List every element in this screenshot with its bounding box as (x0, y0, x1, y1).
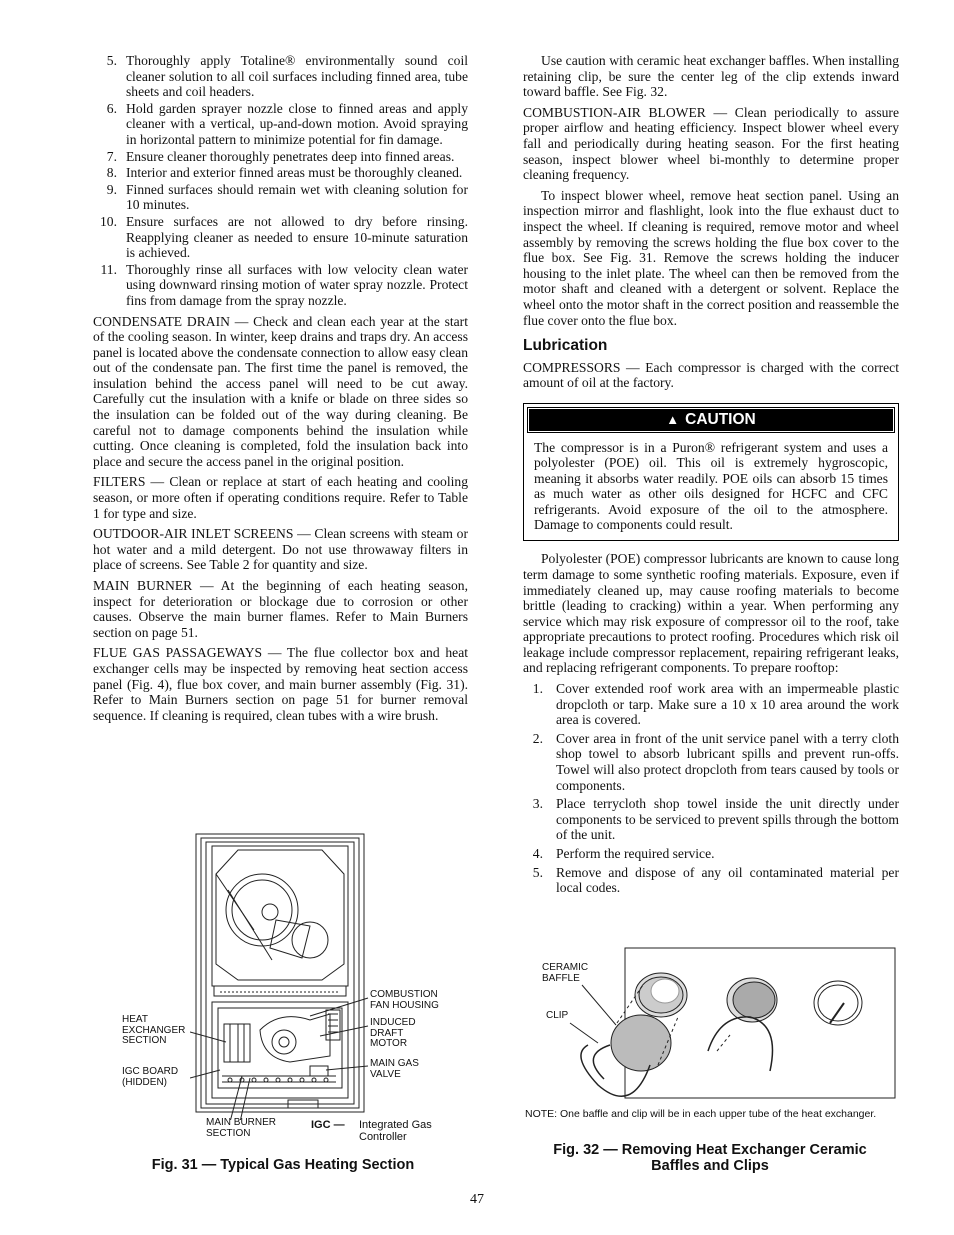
right-column (523, 53, 899, 899)
fig31-label-main-burner: MAIN BURNER SECTION (206, 1117, 277, 1139)
step-number: 9. (106, 181, 117, 197)
step-number: 2. (532, 730, 543, 746)
step-number: 1. (532, 681, 543, 697)
coil-cleaning-step (93, 165, 468, 181)
step-text: Hold garden sprayer nozzle close to finned areas and apply cleaner with a vertical, up-and-down motion. Avoid spraying in horizontal pattern to minimize potential for fin damage. (126, 100, 468, 147)
coil-cleaning-step (93, 149, 468, 165)
fig31-caption: Fig. 31 — Typical Gas Heating Section (151, 1157, 415, 1173)
fig31-igc-abbr: IGC — (311, 1119, 345, 1131)
warning-triangle-icon: ▲ (666, 411, 680, 427)
step-text: Interior and exterior finned areas must be thoroughly cleaned. (126, 165, 463, 181)
filters-paragraph: FILTERS — Clean or replace at start of each heating and cooling season, or more often if operating conditions require. Refer to Table 1 for type and size. (93, 474, 468, 521)
coil-cleaning-step (93, 182, 468, 213)
fig32-baffle-diagram (540, 945, 900, 1105)
combustion-blower-paragraph: COMBUSTION-AIR BLOWER — Clean periodically to assure proper airflow and heating efficiency. Inspect blower wheel every fall and periodically during heating season. For the first heating season, inspect blower wheel bi-monthly to determine proper cleaning frequency. (523, 104, 899, 183)
step-number: 5. (532, 864, 543, 880)
step-text: Ensure surfaces are not allowed to dry before rinsing. Reapplying cleaner as needed to ensure 10-minute saturation is achieved. (126, 213, 468, 261)
step-text: Finned surfaces should remain wet with cleaning solution for 10 minutes. (126, 181, 468, 213)
rooftop-prep-step (523, 731, 899, 793)
step-number: 10. (100, 213, 117, 229)
step-number: 7. (106, 148, 117, 164)
step-number: 6. (106, 100, 117, 116)
step-text: Thoroughly rinse all surfaces with low velocity clean water using downward rinsing motion of water spray nozzle. Protect fins from damage from the spray nozzle. (126, 261, 468, 308)
coil-cleaning-steps (93, 53, 468, 309)
flue-gas-paragraph: FLUE GAS PASSAGEWAYS — The flue collector box and heat exchanger cells may be inspected by removing heat section access panel (Fig. 4), flue box cover, and main burner assembly (Fig. 31). Refer to Main Burners section on page 51 for burner removal sequence. If cleaning is required, clean tubes with a wire brush. (93, 645, 468, 723)
fig31-gas-heating-diagram (190, 830, 370, 1120)
step-text: Cover extended roof work area with an impermeable plastic dropcloth or tarp. Make sure a 10 x 10 area around the work area is covered. (556, 681, 899, 728)
caution-text: The compressor is in a Puron® refrigerant system and uses a polyolester (POE) oil. This oil is extremely hygroscopic, meaning it absorbs water readily. POE oils can absorb 15 times as much water as other oils designed for HCFC and CFC refrigerants. Avoid exposure of the oil to the atmosphere. Damage to components could result. (534, 439, 888, 532)
coil-cleaning-step (93, 53, 468, 100)
rooftop-prep-step (523, 796, 899, 843)
caution-box (523, 403, 899, 541)
fig31-label-combustion-fan: COMBUSTION FAN HOUSING (370, 989, 439, 1011)
step-text: Remove and dispose of any oil contaminated material per local codes. (556, 864, 899, 896)
fig32-label-ceramic-baffle: CERAMIC BAFFLE (542, 962, 589, 984)
fig32-label-clip: CLIP (546, 1010, 569, 1021)
step-text: Perform the required service. (556, 846, 715, 861)
caution-header (528, 408, 894, 432)
step-text: Thoroughly apply Totaline® environmentally sound coil cleaner solution to all coil surfaces including finned area, tube sheets and coil headers. (126, 53, 468, 100)
left-column (93, 53, 468, 728)
coil-cleaning-step (93, 262, 468, 309)
compressors-paragraph: COMPRESSORS — Each compressor is charged with the correct amount of oil at the factory. (523, 359, 899, 391)
fig31-label-igc-board: IGC BOARD (HIDDEN) (122, 1066, 179, 1088)
step-text: Cover area in front of the unit service panel with a terry cloth shop towel to absorb lubricant spills and prevent run-offs. Towel will also protect dropcloth from tears caused by tools or components. (556, 730, 899, 793)
fig31-label-inducer: INDUCED DRAFT MOTOR (370, 1017, 416, 1049)
baffles-paragraph: Use caution with ceramic heat exchanger baffles. When installing retaining clip, be sure the center leg of the clip extends inward toward baffle. See Fig. 32. (523, 53, 899, 100)
condensate-drain-paragraph: CONDENSATE DRAIN — Check and clean each year at the start of the cooling season. In winter, keep drains and traps dry. An access panel is located above the condensate connection to allow easy clean out of the condensate pan. The first time the panel is removed, the insulation behind the access panel will need to be cut away. Carefully cut the insulation with a knife or blade on three sides so the insulation can be folded out of the way during cleaning. Be careful not to damage components behind the insulation while cutting. Once cleaning is completed, fold the insulation back into place and secure the access panel in the original position. (93, 313, 468, 469)
rooftop-prep-step (523, 846, 899, 862)
step-number: 4. (532, 846, 543, 861)
fig31-label-heat-exchanger: HEAT EXCHANGER SECTION (122, 1014, 186, 1046)
page-number: 47 (470, 1192, 484, 1207)
coil-cleaning-step (93, 101, 468, 148)
caution-title: CAUTION (685, 410, 756, 428)
poe-paragraph: Polyolester (POE) compressor lubricants are known to cause long term damage to some synthetic roofing materials. Exposure, even if immediately cleaned up, may cause roofing materials to become brittle (leading to cracking) within a year. When performing any service which may risk exposure of compressor oil to the roof, take appropriate precautions to protect roofing. Procedures which risk oil leakage include compressor replacement, repairing refrigerant leaks, and replacing refrigerant components. To prepare rooftop: (523, 551, 899, 676)
fig31-igc-def: Integrated Gas Controller (359, 1119, 432, 1143)
inspect-blower-paragraph: To inspect blower wheel, remove heat section panel. Using an inspection mirror and flashlight, look into the flue exhaust duct to inspect the wheel. If cleaning is required, remove motor and wheel assembly by removing the screws holding the flue box cover to the flue box. See Fig. 31. Remove the screws holding the inducer housing to the inlet plate. The wheel can then be removed from the motor shaft and cleaned with a detergent or solvent. Replace the wheel onto the motor shaft in the correct position and reassemble the flue cover onto the flue box. (523, 187, 899, 328)
lubrication-heading: Lubrication (523, 337, 608, 355)
fig31-label-gas-valve: MAIN GAS VALVE (370, 1058, 419, 1080)
rooftop-prep-step (523, 681, 899, 728)
step-number: 3. (532, 796, 543, 812)
main-burner-paragraph: MAIN BURNER — At the beginning of each heating season, inspect for deterioration or blockage due to corrosion or other causes. Observe the main burner flames. Refer to Main Burners section on page 51. (93, 578, 468, 640)
rooftop-prep-steps (523, 681, 899, 896)
step-number: 5. (106, 53, 117, 68)
coil-cleaning-step (93, 214, 468, 261)
rooftop-prep-step (523, 865, 899, 896)
step-number: 11. (100, 261, 117, 277)
step-text: Ensure cleaner thoroughly penetrates deep into finned areas. (126, 148, 455, 164)
step-text: Place terrycloth shop towel inside the unit directly under components to be serviced to prevent spills through the bottom of the unit. (556, 796, 899, 843)
fig32-caption: Fig. 32 — Removing Heat Exchanger Ceramic Baffles and Clips (553, 1142, 867, 1174)
outdoor-air-paragraph: OUTDOOR-AIR INLET SCREENS — Clean screens with steam or hot water and a mild detergent. Do not use throwaway filters in place of screens. See Table 2 for quantity and size. (93, 526, 468, 573)
step-number: 8. (106, 165, 117, 181)
fig32-note: NOTE: One baffle and clip will be in each upper tube of the heat exchanger. (525, 1108, 877, 1120)
